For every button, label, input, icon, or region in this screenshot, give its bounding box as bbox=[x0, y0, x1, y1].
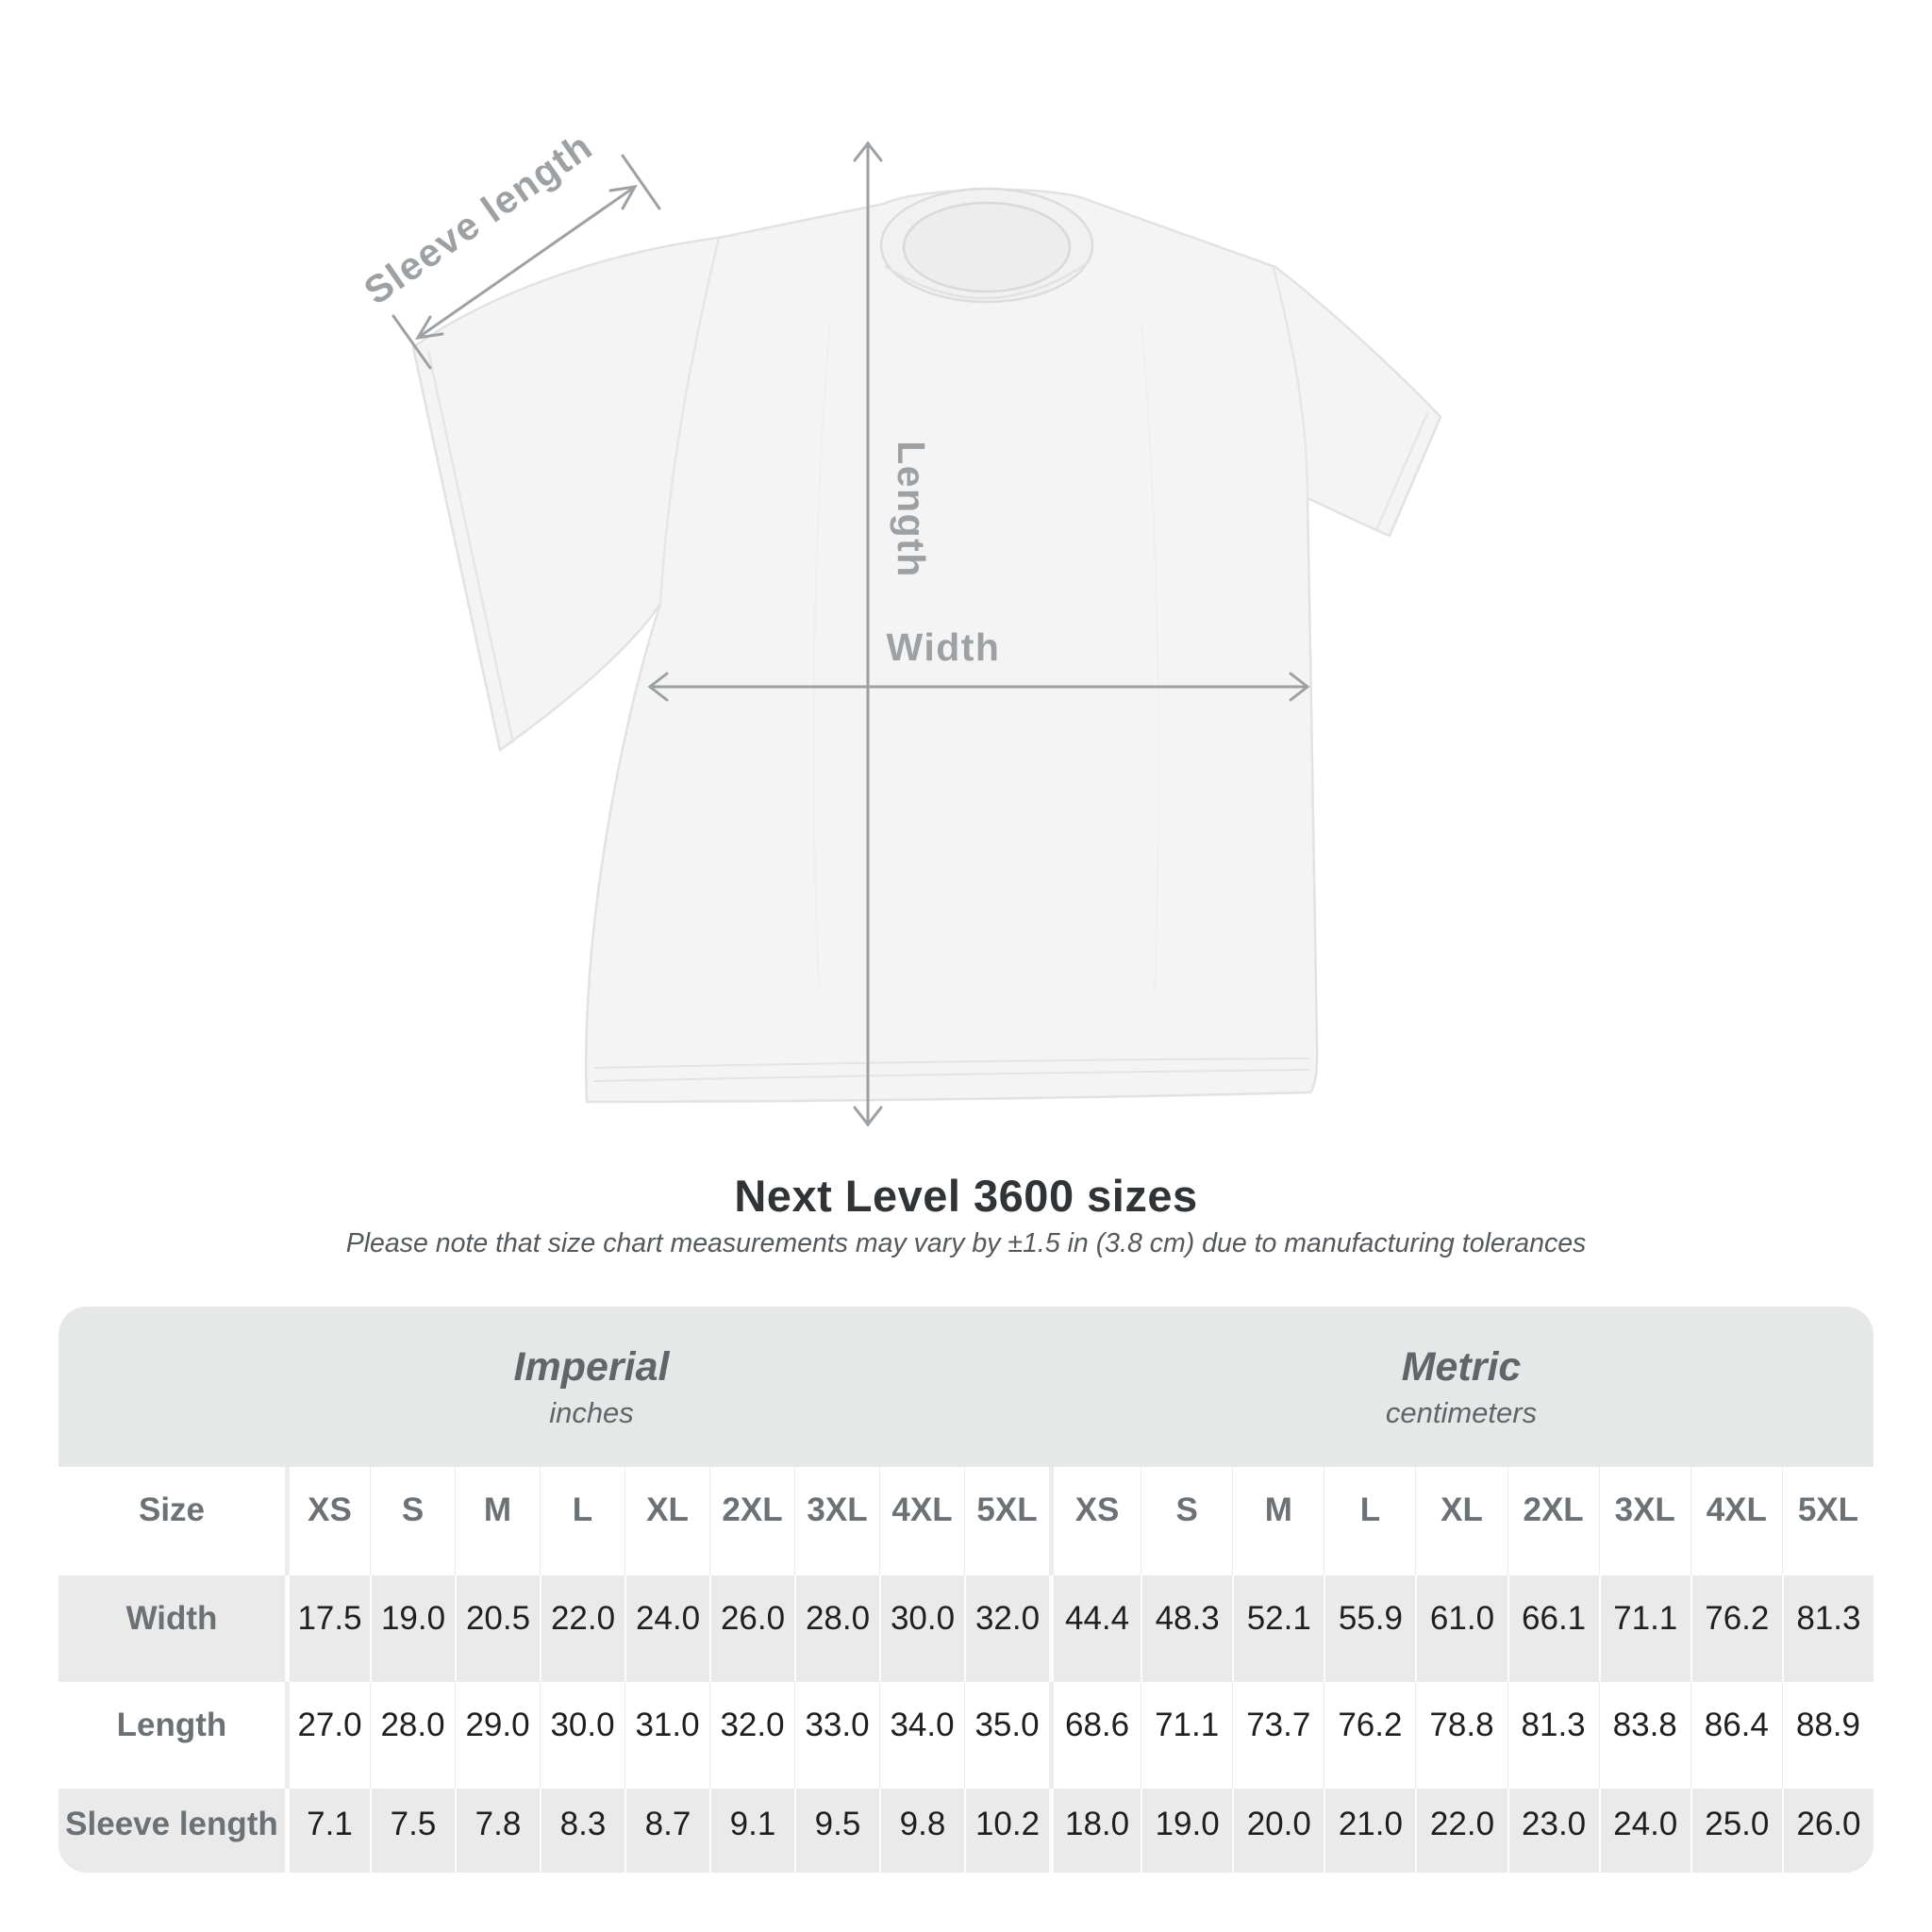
value-cell: 30.0 bbox=[540, 1682, 625, 1789]
value-cell: 7.1 bbox=[285, 1789, 370, 1873]
tolerance-note: Please note that size chart measurements may vary by ±1.5 in (3.8 cm) due to manufacturing tolerances bbox=[345, 1228, 1587, 1258]
row-label: Width bbox=[125, 1600, 218, 1637]
metric-size-header-L: L bbox=[1324, 1467, 1415, 1575]
imperial-section-header bbox=[58, 1307, 1049, 1467]
value-cell: 32.0 bbox=[709, 1682, 794, 1789]
value-cell: 19.0 bbox=[1141, 1789, 1232, 1873]
width-label: Width bbox=[886, 625, 1001, 669]
value-cell: 27.0 bbox=[285, 1682, 370, 1789]
value-cell: 52.1 bbox=[1232, 1575, 1324, 1682]
metric-size-header-4XL: 4XL bbox=[1690, 1467, 1782, 1575]
imperial-size-header-L: L bbox=[540, 1467, 625, 1575]
unit-band bbox=[58, 1307, 1874, 1467]
value-cell: 83.8 bbox=[1599, 1682, 1690, 1789]
value-cell: 8.3 bbox=[540, 1789, 625, 1873]
value-cell: 73.7 bbox=[1232, 1682, 1324, 1789]
value-cell: 31.0 bbox=[625, 1682, 709, 1789]
value-cell: 25.0 bbox=[1690, 1789, 1782, 1873]
metric-size-header-XS: XS bbox=[1049, 1467, 1141, 1575]
imperial-size-header-M: M bbox=[455, 1467, 540, 1575]
imperial-size-header-XL: XL bbox=[625, 1467, 709, 1575]
sleeve-length-label: Sleeve length bbox=[356, 124, 601, 313]
value-cell: 9.8 bbox=[879, 1789, 964, 1873]
metric-size-header-XL: XL bbox=[1415, 1467, 1507, 1575]
value-cell: 88.9 bbox=[1782, 1682, 1874, 1789]
metric-size-header-2XL: 2XL bbox=[1507, 1467, 1599, 1575]
length-row bbox=[58, 1682, 1874, 1789]
value-cell: 20.5 bbox=[455, 1575, 540, 1682]
value-cell: 8.7 bbox=[625, 1789, 709, 1873]
row-label: Length bbox=[116, 1707, 227, 1743]
value-cell: 76.2 bbox=[1690, 1575, 1782, 1682]
imperial-size-header-4XL: 4XL bbox=[879, 1467, 964, 1575]
value-cell: 7.5 bbox=[370, 1789, 455, 1873]
metric-size-header-M: M bbox=[1232, 1467, 1324, 1575]
value-cell: 26.0 bbox=[709, 1575, 794, 1682]
value-cell: 35.0 bbox=[964, 1682, 1049, 1789]
metric-unit-label: centimeters bbox=[1385, 1395, 1538, 1429]
value-cell: 7.8 bbox=[455, 1789, 540, 1873]
value-cell: 34.0 bbox=[879, 1682, 964, 1789]
length-label: Length bbox=[890, 441, 933, 578]
value-cell: 76.2 bbox=[1324, 1682, 1415, 1789]
value-cell: 71.1 bbox=[1599, 1575, 1690, 1682]
value-cell: 22.0 bbox=[540, 1575, 625, 1682]
value-cell: 61.0 bbox=[1415, 1575, 1507, 1682]
row-label: Sleeve length bbox=[65, 1806, 278, 1842]
value-cell: 81.3 bbox=[1782, 1575, 1874, 1682]
imperial-label: Imperial bbox=[513, 1343, 670, 1390]
value-cell: 18.0 bbox=[1049, 1789, 1141, 1873]
imperial-size-header-3XL: 3XL bbox=[794, 1467, 879, 1575]
page-title: Next Level 3600 sizes bbox=[734, 1171, 1198, 1221]
value-cell: 26.0 bbox=[1782, 1789, 1874, 1873]
sleeve-length-row bbox=[58, 1789, 1874, 1873]
size-header-row bbox=[58, 1467, 1874, 1575]
value-cell: 78.8 bbox=[1415, 1682, 1507, 1789]
width-row bbox=[58, 1575, 1874, 1682]
value-cell: 24.0 bbox=[1599, 1789, 1690, 1873]
value-cell: 17.5 bbox=[285, 1575, 370, 1682]
value-cell: 9.5 bbox=[794, 1789, 879, 1873]
imperial-size-header-2XL: 2XL bbox=[709, 1467, 794, 1575]
value-cell: 30.0 bbox=[879, 1575, 964, 1682]
value-cell: 28.0 bbox=[370, 1682, 455, 1789]
value-cell: 68.6 bbox=[1049, 1682, 1141, 1789]
value-cell: 10.2 bbox=[964, 1789, 1049, 1873]
value-cell: 55.9 bbox=[1324, 1575, 1415, 1682]
metric-label: Metric bbox=[1401, 1343, 1522, 1390]
size-table bbox=[58, 1307, 1874, 1873]
value-cell: 21.0 bbox=[1324, 1789, 1415, 1873]
size-column-header: Size bbox=[138, 1491, 206, 1528]
value-cell: 33.0 bbox=[794, 1682, 879, 1789]
metric-section-header bbox=[1049, 1307, 1874, 1467]
value-cell: 48.3 bbox=[1141, 1575, 1232, 1682]
value-cell: 9.1 bbox=[709, 1789, 794, 1873]
value-cell: 24.0 bbox=[625, 1575, 709, 1682]
imperial-size-header-5XL: 5XL bbox=[964, 1467, 1049, 1575]
metric-size-header-S: S bbox=[1141, 1467, 1232, 1575]
imperial-unit-label: inches bbox=[549, 1395, 634, 1429]
metric-size-header-5XL: 5XL bbox=[1782, 1467, 1874, 1575]
value-cell: 23.0 bbox=[1507, 1789, 1599, 1873]
value-cell: 71.1 bbox=[1141, 1682, 1232, 1789]
value-cell: 29.0 bbox=[455, 1682, 540, 1789]
metric-size-header-3XL: 3XL bbox=[1599, 1467, 1690, 1575]
imperial-size-header-XS: XS bbox=[285, 1467, 370, 1575]
value-cell: 44.4 bbox=[1049, 1575, 1141, 1682]
value-cell: 19.0 bbox=[370, 1575, 455, 1682]
value-cell: 86.4 bbox=[1690, 1682, 1782, 1789]
collar-inner bbox=[904, 203, 1070, 291]
value-cell: 20.0 bbox=[1232, 1789, 1324, 1873]
value-cell: 32.0 bbox=[964, 1575, 1049, 1682]
value-cell: 66.1 bbox=[1507, 1575, 1599, 1682]
value-cell: 28.0 bbox=[794, 1575, 879, 1682]
imperial-size-header-S: S bbox=[370, 1467, 455, 1575]
value-cell: 22.0 bbox=[1415, 1789, 1507, 1873]
value-cell: 81.3 bbox=[1507, 1682, 1599, 1789]
